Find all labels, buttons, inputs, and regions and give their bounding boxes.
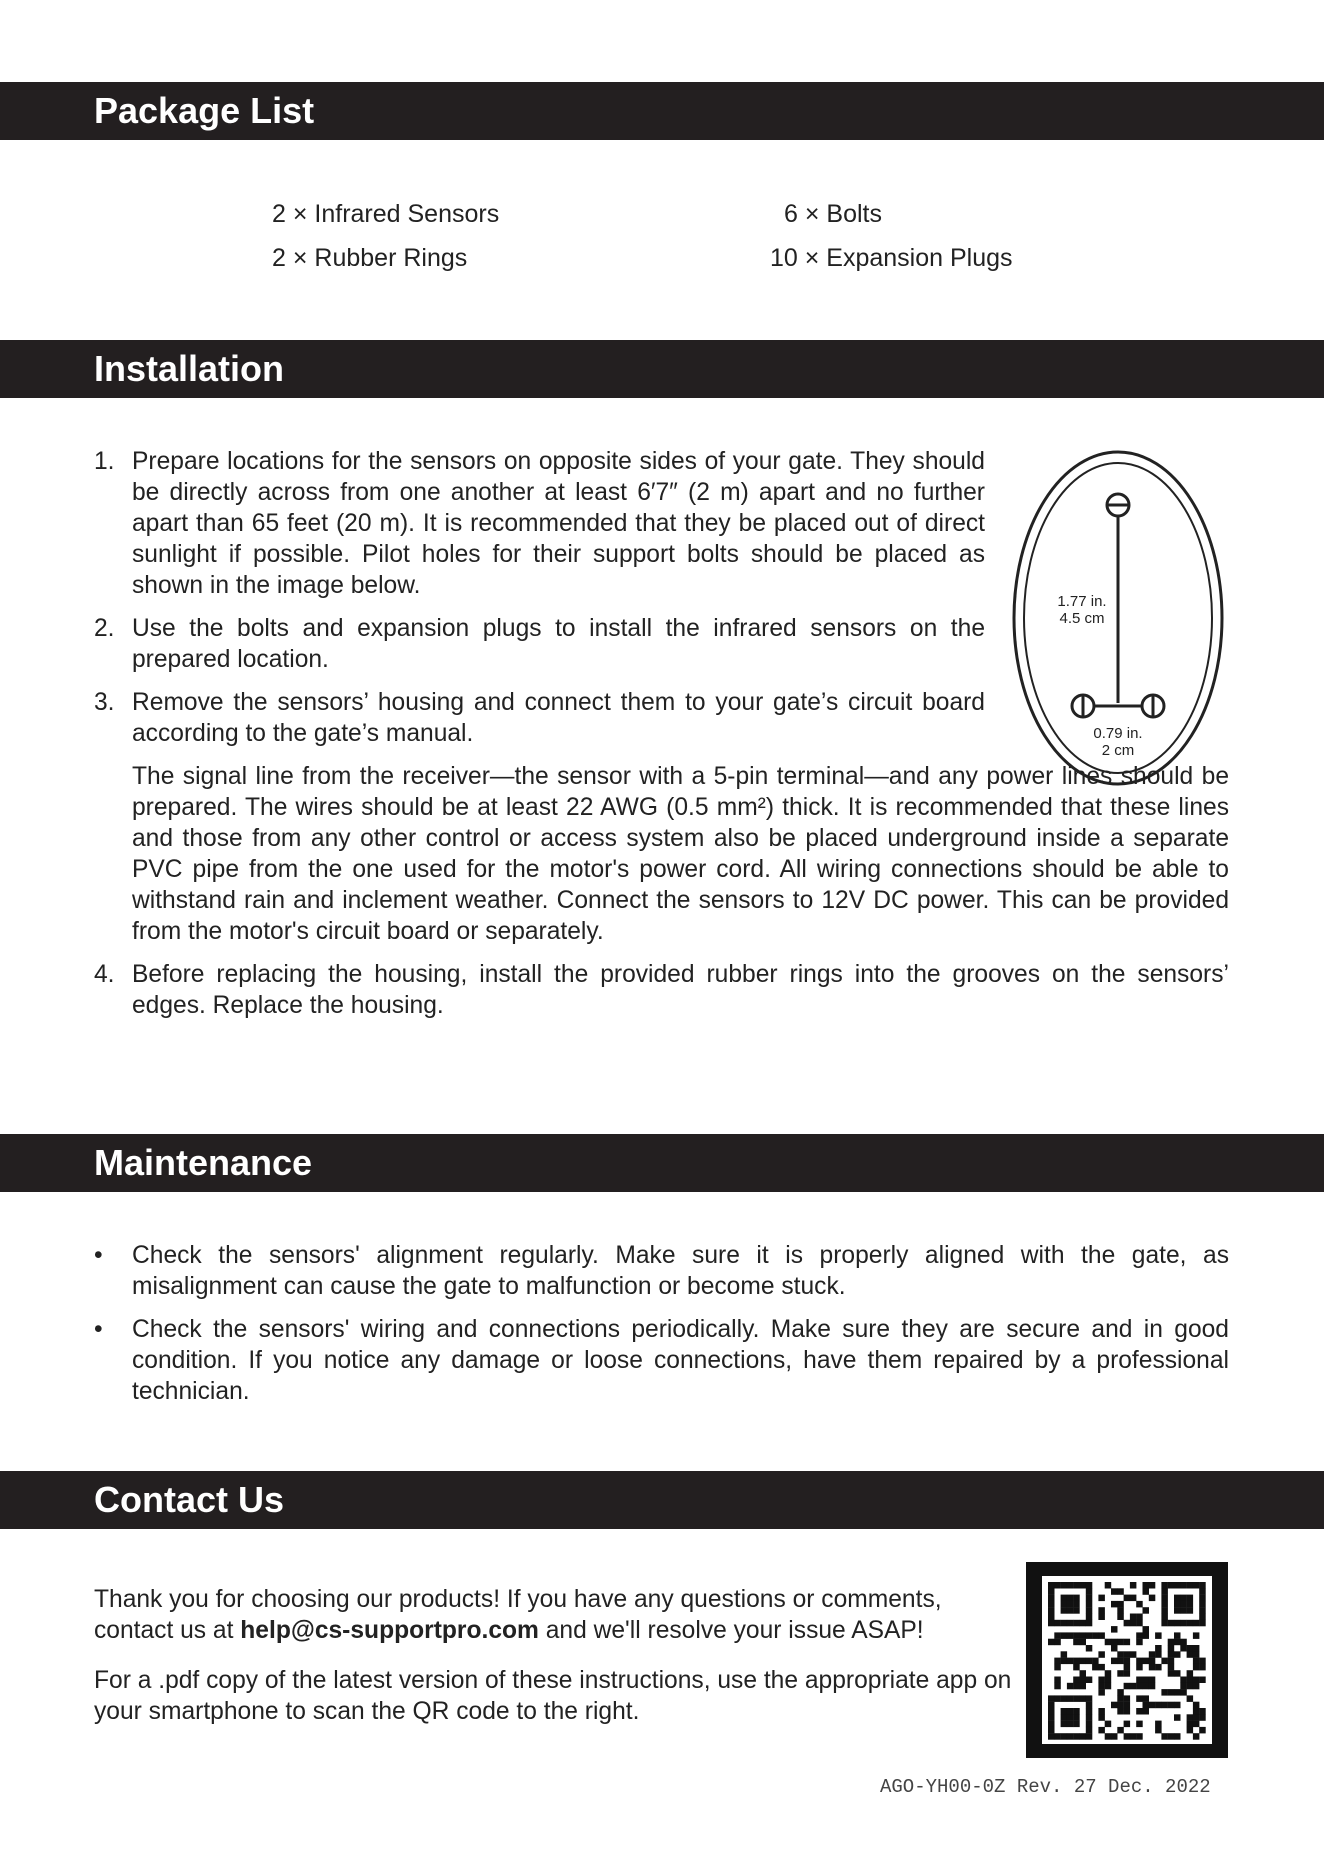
section-title: Installation xyxy=(94,348,285,389)
bolt-hole-icon xyxy=(1072,695,1094,717)
package-item: 6 × Bolts xyxy=(784,200,882,228)
bullet: • xyxy=(94,1316,103,1343)
maintenance-text: Check the sensors' alignment regularly. Make sure it is properly aligned with the gate, as misalignment can cause the gate to malfunction or become stuck. xyxy=(132,1242,1229,1300)
maintenance-text: Check the sensors' wiring and connections periodically. Make sure they are secure and in good condition. If you notice any damage or loose connections, have them repaired by a professional technician. xyxy=(132,1316,1229,1405)
list-item xyxy=(94,613,985,675)
step-text: Before replacing the housing, install the provided rubber rings into the grooves on the sensors’ edges. Replace the housing. xyxy=(132,961,1229,1019)
vertical-dim-label-in: 1.77 in. xyxy=(1057,593,1107,610)
section-title: Maintenance xyxy=(94,1142,313,1183)
step-text: Prepare locations for the sensors on opposite sides of your gate. They should be directly across from one another at least 6′7″ (2 m) apart and no further apart than 65 feet (20 m). It is recommended that they be placed out of direct sunlight if possible. Pilot holes for their support bolts should be placed as shown in the image below. xyxy=(132,448,985,599)
step-number: 1. xyxy=(94,448,115,475)
step-number: 3. xyxy=(94,689,115,716)
qr-instructions-text: For a .pdf copy of the latest version of these instructions, use the appropriate app on your smartphone to scan the QR code to the right. xyxy=(94,1667,1012,1725)
step-note: The signal line from the receiver—the sensor with a 5-pin terminal—and any power lines should be prepared. The wires should be at least 22 AWG (0.5 mm²) thick. It is recommended that these lines and those from any other control or access system also be placed underground inside a separate PVC pipe from the one used for the motor's power cord. All wiring connections should be able to withstand rain and inclement weather. Connect the sensors to 12V DC power. This can be provided from the motor's circuit board or separately. xyxy=(132,763,1229,945)
bolt-hole-icon xyxy=(1107,494,1129,516)
section-header-package xyxy=(0,82,1324,140)
section-header-installation xyxy=(0,340,1324,398)
contact-text-lead: Thank you for choosing our products! If you have any questions or comments, contact us at xyxy=(94,1586,942,1644)
section-header-contact xyxy=(0,1471,1324,1529)
list-item xyxy=(94,959,1229,1021)
package-item: 2 × Rubber Rings xyxy=(272,244,468,272)
horizontal-dim-label-cm: 2 cm xyxy=(1101,742,1135,759)
list-item xyxy=(94,1314,1229,1407)
bullet: • xyxy=(94,1242,103,1269)
section-title: Package List xyxy=(94,90,315,131)
vertical-dim-label-cm: 4.5 cm xyxy=(1059,610,1105,627)
step-text: Remove the sensors’ housing and connect them to your gate’s circuit board according to the gate’s manual. xyxy=(132,689,985,747)
step-number: 2. xyxy=(94,615,115,642)
maintenance-list xyxy=(94,1240,1229,1419)
contact-text-tail: and we'll resolve your issue ASAP! xyxy=(538,1617,924,1644)
list-item xyxy=(94,1240,1229,1302)
bolt-hole-icon xyxy=(1142,695,1164,717)
support-email-link[interactable]: help@cs-supportpro.com xyxy=(240,1617,539,1644)
package-item: 2 × Infrared Sensors xyxy=(272,200,500,228)
revision-code: AGO-YH00-0Z Rev. 27 Dec. 2022 xyxy=(880,1776,1211,1798)
bolt-hole-diagram xyxy=(1010,448,1230,788)
qr-code[interactable] xyxy=(1026,1562,1228,1758)
step-text: Use the bolts and expansion plugs to install the infrared sensors on the prepared location. xyxy=(132,615,985,673)
package-item: 10 × Expansion Plugs xyxy=(770,244,1013,272)
contact-text xyxy=(94,1584,1004,1646)
horizontal-dim-label-in: 0.79 in. xyxy=(1093,725,1143,742)
section-header-maintenance xyxy=(0,1134,1324,1192)
list-item xyxy=(94,446,985,601)
section-title: Contact Us xyxy=(94,1479,285,1520)
step-number: 4. xyxy=(94,961,115,988)
